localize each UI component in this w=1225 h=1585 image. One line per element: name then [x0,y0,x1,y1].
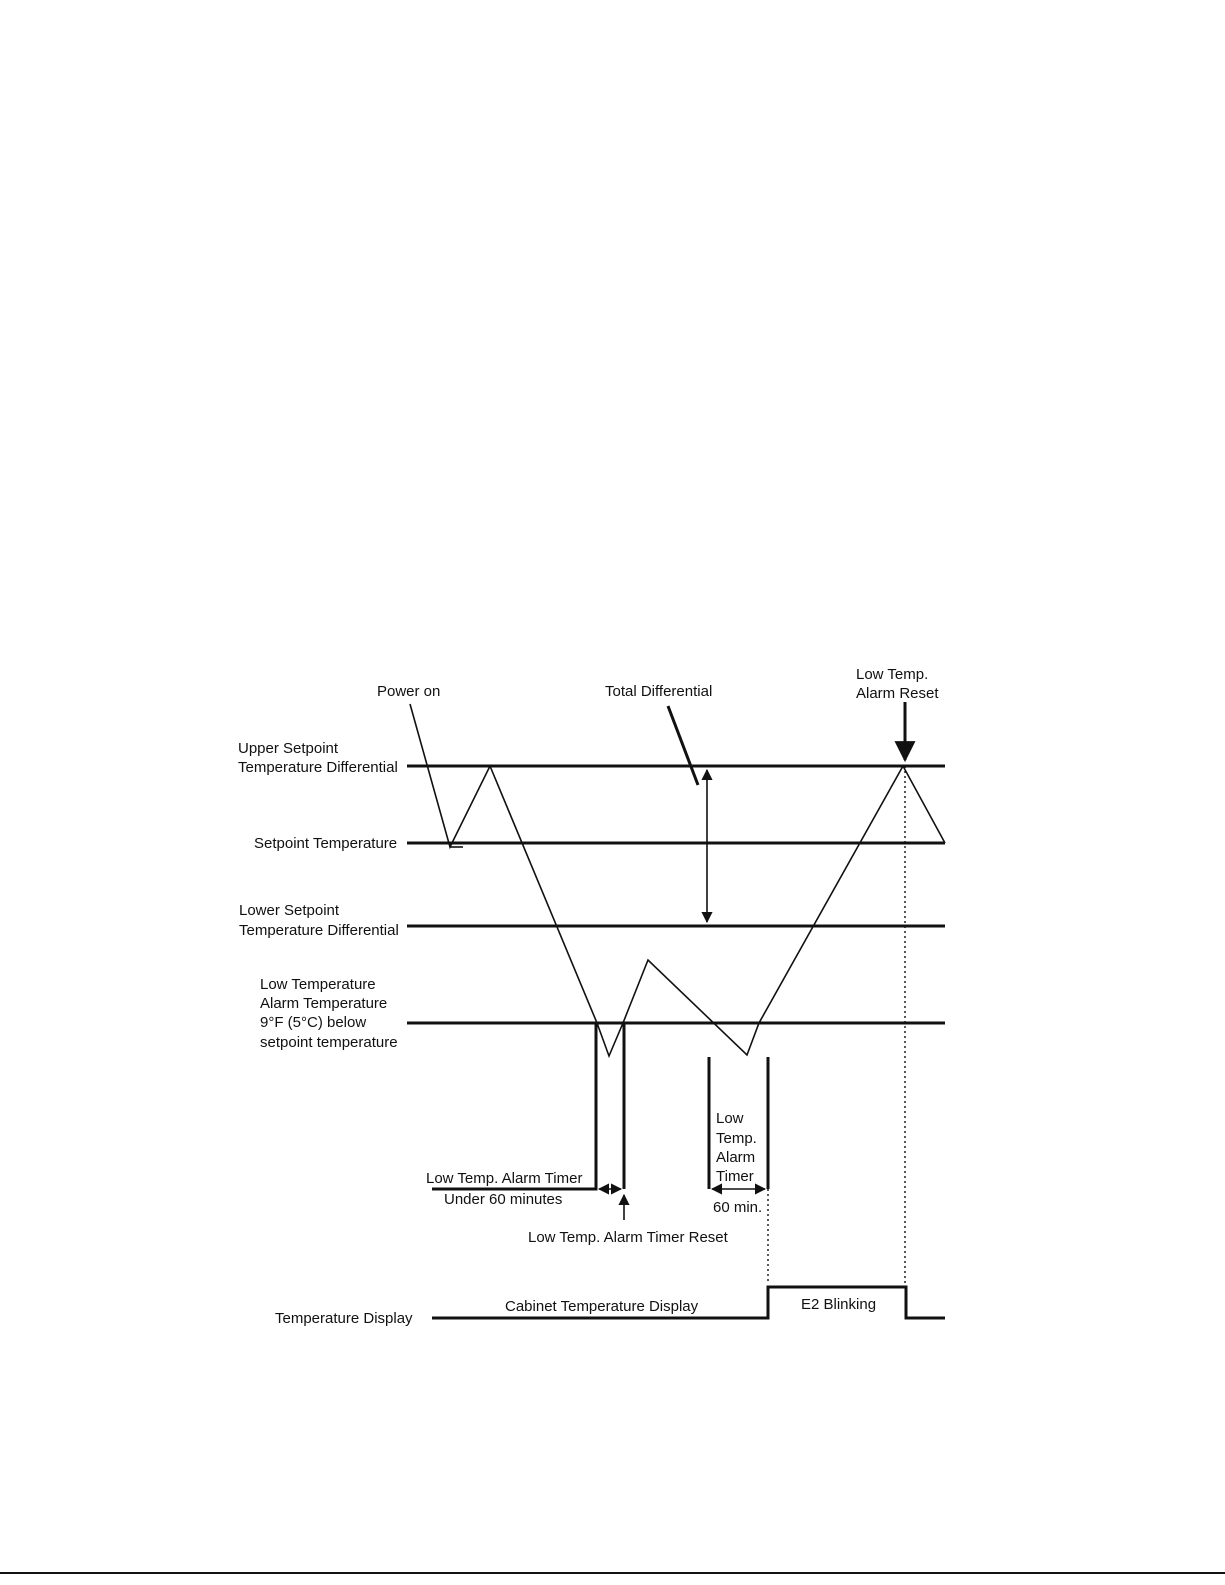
power-on-label: Power on [377,683,441,700]
setpoint-label: Setpoint Temperature [254,835,398,852]
first-timer-sublabel: Under 60 minutes [444,1191,563,1208]
page-bottom-rule [0,1572,1225,1574]
alarm-reset-label: Alarm Reset [856,685,939,702]
total-differential-pointer [668,706,698,785]
second-timer-duration: 60 min. [713,1199,763,1216]
alarm-temperature-label: 9°F (5°C) below [260,1014,367,1031]
second-timer-label: Temp. [716,1130,757,1147]
second-timer-label: Low [716,1110,744,1127]
first-alarm-timer-bracket [432,1023,624,1189]
lower-setpoint-label: Lower Setpoint [239,902,340,919]
second-timer-label: Timer [716,1168,754,1185]
upper-setpoint-label: Upper Setpoint [238,740,339,757]
temperature-display-label: Temperature Display [275,1310,413,1327]
first-timer-label: Low Temp. Alarm Timer [426,1170,583,1187]
upper-setpoint-label: Temperature Differential [238,759,398,776]
second-timer-label: Alarm [716,1149,756,1166]
e2-blinking-label: E2 Blinking [801,1296,877,1313]
alarm-temperature-label: setpoint temperature [260,1034,398,1051]
lower-setpoint-label: Temperature Differential [239,922,399,939]
total-differential-label: Total Differential [605,683,713,700]
alarm-temperature-label: Low Temperature [260,976,376,993]
alarm-reset-label: Low Temp. [856,666,929,683]
timer-reset-label: Low Temp. Alarm Timer Reset [528,1229,728,1246]
temperature-trace [410,704,945,1056]
alarm-temperature-label: Alarm Temperature [260,995,388,1012]
cabinet-display-label: Cabinet Temperature Display [505,1298,699,1315]
